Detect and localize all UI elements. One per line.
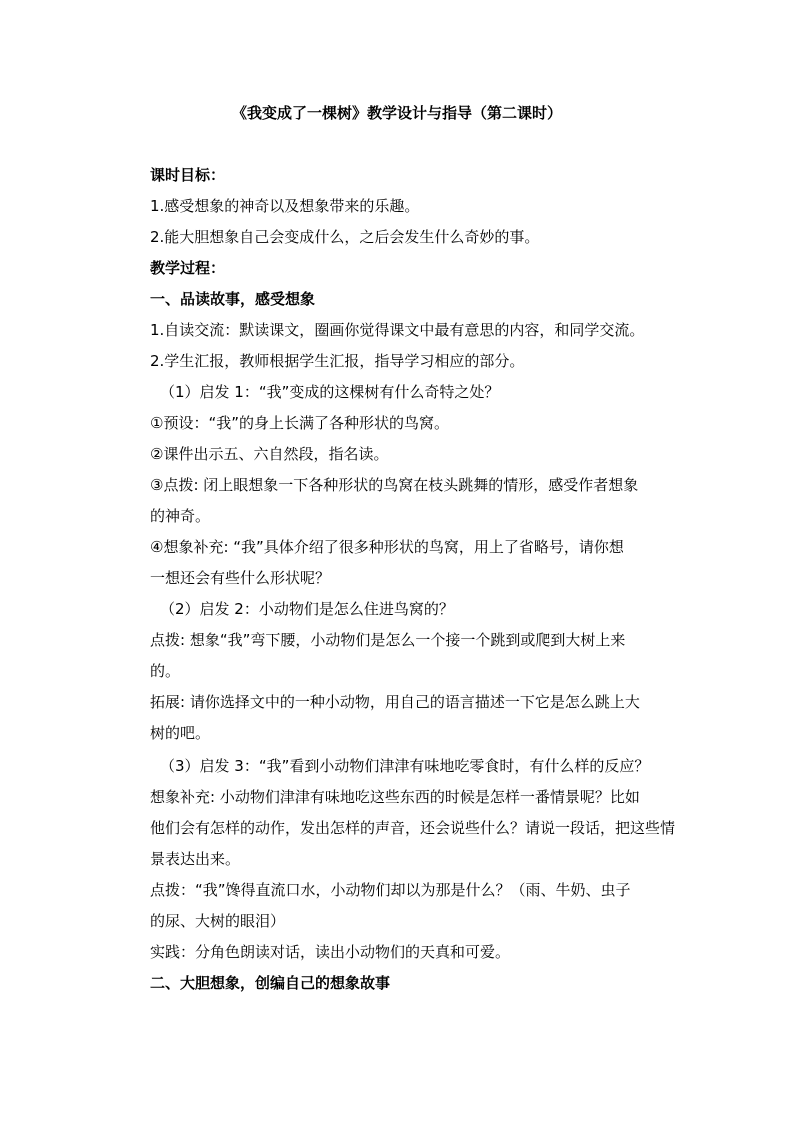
paragraph-line: 他们会有怎样的动作，发出怎样的声音，还会说些什么？请说一段话，把这些情 <box>150 819 676 837</box>
paragraph-line: 拓展: 请你选择文中的一种小动物，用自己的语言描述一下它是怎么跳上大 <box>150 693 640 711</box>
paragraph-line: ④想象补充: “我”具体介绍了很多种形状的鸟窝，用上了省略号，请你想 <box>150 538 624 556</box>
paragraph-line: 的神奇。 <box>150 507 211 525</box>
inspiration-1: （1）启发 1：“我”变成的这棵树有什么奇特之处？ <box>160 383 500 401</box>
paragraph-line: 1.自读交流：默读课文，圈画你觉得课文中最有意思的内容，和同学交流。 <box>150 321 645 339</box>
section-heading-objectives: 课时目标： <box>150 166 226 184</box>
inspiration-3: （3）启发 3：“我”看到小动物们津津有味地吃零食时，有什么样的反应？ <box>160 757 650 775</box>
paragraph-line: 的。 <box>150 662 181 680</box>
paragraph-line: 一想还会有些什么形状呢？ <box>150 569 331 587</box>
paragraph-line: 点拨：“我”馋得直流口水，小动物们却以为那是什么？（雨、牛奶、虫子 <box>150 881 631 899</box>
paragraph-line: 想象补充: 小动物们津津有味地吃这些东西的时候是怎样一番情景呢？比如 <box>150 788 640 806</box>
objective-1: 1.感受想象的神奇以及想象带来的乐趣。 <box>150 197 420 215</box>
paragraph-line: ①预设：“我”的身上长满了各种形状的鸟窝。 <box>150 414 449 432</box>
part-two-heading: 二、大胆想象，创编自己的想象故事 <box>150 974 391 992</box>
paragraph-line: ③点拨: 闭上眼想象一下各种形状的鸟窝在枝头跳舞的情形，感受作者想象 <box>150 476 639 494</box>
paragraph-line: ②课件出示五、六自然段，指名读。 <box>150 445 389 463</box>
document-title: 《我变成了一棵树》教学设计与指导（第二课时） <box>231 104 562 122</box>
paragraph-line: 树的吧。 <box>150 724 211 742</box>
paragraph-line: 的尿、大树的眼泪） <box>150 912 286 930</box>
inspiration-2: （2）启发 2：小动物们是怎么住进鸟窝的？ <box>160 600 454 618</box>
section-heading-process: 教学过程： <box>150 259 226 277</box>
paragraph-line: 点拨: 想象“我”弯下腰，小动物们是怎么一个接一个跳到或爬到大树上来 <box>150 631 626 649</box>
paragraph-line: 景表达出来。 <box>150 850 241 868</box>
objective-2: 2.能大胆想象自己会变成什么，之后会发生什么奇妙的事。 <box>150 228 540 246</box>
paragraph-line: 实践：分角色朗读对话，读出小动物们的天真和可爱。 <box>150 943 511 961</box>
part-one-heading: 一、品读故事，感受想象 <box>150 290 316 308</box>
paragraph-line: 2.学生汇报，教师根据学生汇报，指导学习相应的部分。 <box>150 352 525 370</box>
